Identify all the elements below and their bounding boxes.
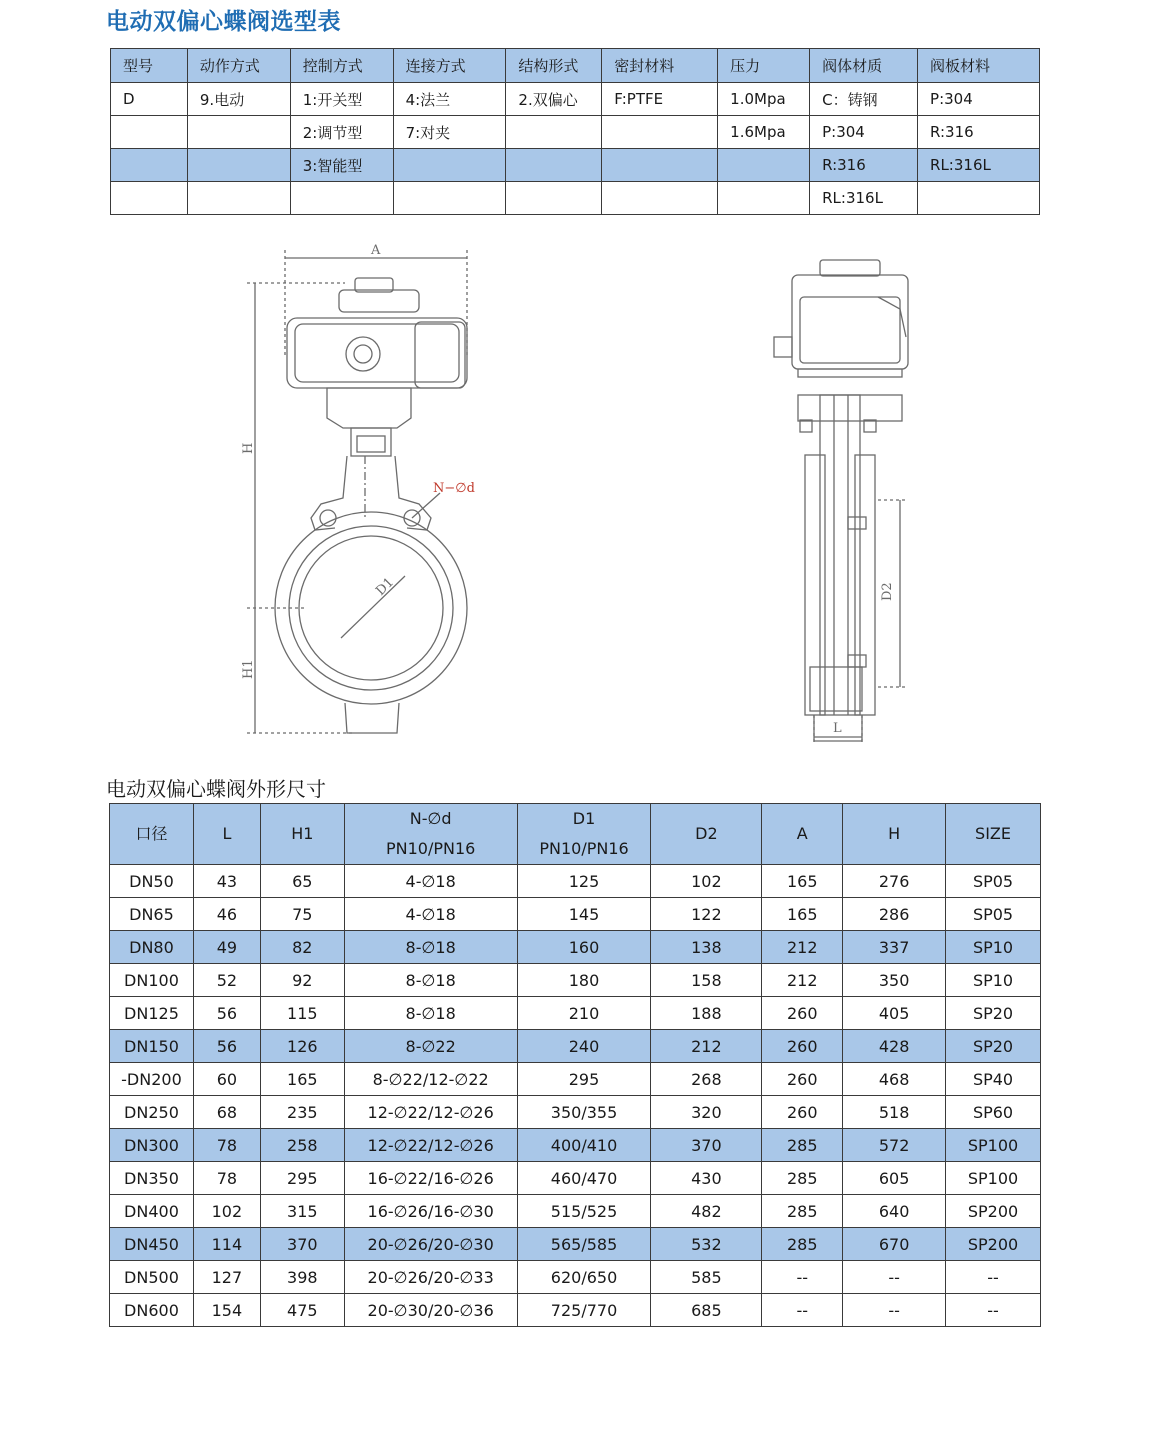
- header-line1: A: [796, 824, 808, 843]
- selection-cell: 1:开关型: [290, 83, 393, 116]
- dimension-table-title: 电动双偏心蝶阀外形尺寸: [106, 777, 326, 801]
- dimension-cell: 725/770: [517, 1294, 651, 1327]
- dimension-cell: 138: [651, 931, 762, 964]
- dimension-header-cell: [517, 804, 651, 865]
- selection-header-cell: 控制方式: [290, 49, 393, 83]
- selection-cell: [111, 116, 188, 149]
- dimension-cell: DN150: [110, 1030, 194, 1063]
- selection-header-cell: 连接方式: [393, 49, 506, 83]
- selection-cell: D: [111, 83, 188, 116]
- dimension-cell: 4-∅18: [344, 865, 517, 898]
- dimension-cell: --: [946, 1261, 1041, 1294]
- dimension-cell: 20-∅26/20-∅30: [344, 1228, 517, 1261]
- selection-cell: [111, 182, 188, 215]
- dimension-cell: DN300: [110, 1129, 194, 1162]
- selection-cell: [506, 116, 602, 149]
- header-line1: H1: [291, 824, 314, 843]
- dimension-cell: DN250: [110, 1096, 194, 1129]
- dimension-cell: 125: [517, 865, 651, 898]
- dimension-table-row: [110, 1195, 1041, 1228]
- header-line1: H: [888, 824, 901, 843]
- dimension-cell: DN125: [110, 997, 194, 1030]
- dimension-table-row: [110, 997, 1041, 1030]
- dimension-cell: 285: [762, 1195, 843, 1228]
- selection-cell: [506, 182, 602, 215]
- dimension-table-row: [110, 1129, 1041, 1162]
- selection-cell: [111, 149, 188, 182]
- dimension-cell: 468: [843, 1063, 946, 1096]
- selection-cell: [187, 116, 290, 149]
- dimension-cell: 286: [843, 898, 946, 931]
- selection-cell: [187, 182, 290, 215]
- dimension-cell: 158: [651, 964, 762, 997]
- dimension-cell: 428: [843, 1030, 946, 1063]
- dimension-cell: 145: [517, 898, 651, 931]
- selection-table-row: [111, 149, 1040, 182]
- dimension-table-row: [110, 1096, 1041, 1129]
- dimension-cell: 8-∅18: [344, 931, 517, 964]
- dimension-cell: 605: [843, 1162, 946, 1195]
- dimension-cell: 126: [260, 1030, 344, 1063]
- dimension-table-row: [110, 1294, 1041, 1327]
- selection-cell: RL:316L: [810, 182, 918, 215]
- dimension-cell: DN450: [110, 1228, 194, 1261]
- dimension-cell: SP10: [946, 931, 1041, 964]
- dimension-cell: 212: [762, 964, 843, 997]
- dimension-cell: 12-∅22/12-∅26: [344, 1129, 517, 1162]
- header-line1: N-∅d: [409, 809, 452, 828]
- dimension-cell: 92: [260, 964, 344, 997]
- dimension-cell: 180: [517, 964, 651, 997]
- dimension-cell: --: [762, 1294, 843, 1327]
- selection-header-cell: 动作方式: [187, 49, 290, 83]
- dimension-header-cell: [946, 804, 1041, 865]
- dimension-cell: 260: [762, 997, 843, 1030]
- dimension-cell: 8-∅18: [344, 964, 517, 997]
- dimension-cell: 82: [260, 931, 344, 964]
- dimension-cell: 532: [651, 1228, 762, 1261]
- dimension-cell: --: [843, 1261, 946, 1294]
- dimension-cell: 350/355: [517, 1096, 651, 1129]
- dimension-table-row: [110, 1063, 1041, 1096]
- dimension-cell: DN80: [110, 931, 194, 964]
- selection-cell: [718, 182, 810, 215]
- selection-cell: R:316: [810, 149, 918, 182]
- label-N-d: N−∅d: [433, 481, 475, 496]
- dimension-cell: 8-∅22: [344, 1030, 517, 1063]
- dimension-table: [109, 803, 1041, 1327]
- selection-cell: 4:法兰: [393, 83, 506, 116]
- dimension-cell: DN400: [110, 1195, 194, 1228]
- label-H: H: [241, 442, 256, 454]
- selection-cell: [918, 182, 1040, 215]
- dimension-cell: 122: [651, 898, 762, 931]
- dimension-table-row: [110, 1228, 1041, 1261]
- dimension-cell: 430: [651, 1162, 762, 1195]
- selection-table-row: [111, 116, 1040, 149]
- dimension-cell: 258: [260, 1129, 344, 1162]
- selection-cell: 3:智能型: [290, 149, 393, 182]
- selection-table-row: [111, 83, 1040, 116]
- selection-header-cell: 型号: [111, 49, 188, 83]
- selection-header-row: [111, 49, 1040, 83]
- selection-cell: [602, 182, 718, 215]
- label-L: L: [833, 721, 842, 736]
- dimension-table-row: [110, 1261, 1041, 1294]
- dimension-cell: 482: [651, 1195, 762, 1228]
- dimension-cell: 188: [651, 997, 762, 1030]
- dimension-cell: 212: [651, 1030, 762, 1063]
- dimension-cell: SP40: [946, 1063, 1041, 1096]
- selection-cell: [602, 149, 718, 182]
- dimension-cell: 285: [762, 1162, 843, 1195]
- dimension-cell: 370: [651, 1129, 762, 1162]
- dimension-cell: DN100: [110, 964, 194, 997]
- dimension-table-row: [110, 865, 1041, 898]
- selection-cell: [718, 149, 810, 182]
- dimension-cell: 52: [193, 964, 260, 997]
- dimension-table-row: [110, 931, 1041, 964]
- dimension-cell: 400/410: [517, 1129, 651, 1162]
- dimension-cell: 165: [762, 865, 843, 898]
- dimension-cell: SP05: [946, 865, 1041, 898]
- dimension-cell: SP10: [946, 964, 1041, 997]
- selection-header-cell: 密封材料: [602, 49, 718, 83]
- dimension-cell: 285: [762, 1129, 843, 1162]
- dimension-cell: 337: [843, 931, 946, 964]
- dimension-cell: 315: [260, 1195, 344, 1228]
- dimension-cell: 56: [193, 997, 260, 1030]
- header-line2: PN10/PN16: [385, 839, 476, 858]
- dimension-cell: 8-∅22/12-∅22: [344, 1063, 517, 1096]
- valve-side-view-drawing: [770, 255, 915, 745]
- dimension-cell: 565/585: [517, 1228, 651, 1261]
- dimension-header-cell: [762, 804, 843, 865]
- dimension-cell: 75: [260, 898, 344, 931]
- selection-cell: C：铸钢: [810, 83, 918, 116]
- dimension-cell: SP20: [946, 1030, 1041, 1063]
- dimension-cell: SP100: [946, 1129, 1041, 1162]
- dimension-cell: 405: [843, 997, 946, 1030]
- label-D1: D1: [373, 574, 398, 599]
- dimension-cell: 65: [260, 865, 344, 898]
- dimension-cell: SP200: [946, 1228, 1041, 1261]
- selection-cell: P:304: [810, 116, 918, 149]
- selection-cell: [393, 149, 506, 182]
- dimension-cell: SP05: [946, 898, 1041, 931]
- dimension-cell: 572: [843, 1129, 946, 1162]
- selection-table-row: [111, 182, 1040, 215]
- dimension-cell: 212: [762, 931, 843, 964]
- dimension-cell: 398: [260, 1261, 344, 1294]
- dimension-cell: 127: [193, 1261, 260, 1294]
- dimension-cell: 165: [762, 898, 843, 931]
- dimension-cell: 78: [193, 1162, 260, 1195]
- selection-cell: [393, 182, 506, 215]
- dimension-header-cell: [110, 804, 194, 865]
- dimension-cell: 268: [651, 1063, 762, 1096]
- dimension-header-cell: [651, 804, 762, 865]
- dimension-cell: 102: [651, 865, 762, 898]
- dimension-cell: 640: [843, 1195, 946, 1228]
- dimension-cell: 56: [193, 1030, 260, 1063]
- header-line1: 口径: [135, 824, 168, 843]
- dimension-cell: 585: [651, 1261, 762, 1294]
- dimension-cell: 115: [260, 997, 344, 1030]
- dimension-cell: --: [762, 1261, 843, 1294]
- dimension-cell: DN500: [110, 1261, 194, 1294]
- dimension-cell: 20-∅30/20-∅36: [344, 1294, 517, 1327]
- selection-header-cell: 压力: [718, 49, 810, 83]
- dimension-cell: --: [843, 1294, 946, 1327]
- selection-header-cell: 阀板材料: [918, 49, 1040, 83]
- label-H1: H1: [241, 659, 256, 679]
- header-line1: D2: [695, 824, 718, 843]
- dimension-cell: 60: [193, 1063, 260, 1096]
- selection-cell: 2:调节型: [290, 116, 393, 149]
- dimension-header-cell: [260, 804, 344, 865]
- selection-header-cell: 结构形式: [506, 49, 602, 83]
- dimension-table-body: [110, 865, 1041, 1327]
- dimension-cell: 235: [260, 1096, 344, 1129]
- dimension-header-cell: [344, 804, 517, 865]
- dimension-cell: 46: [193, 898, 260, 931]
- dimension-cell: 685: [651, 1294, 762, 1327]
- dimension-cell: 43: [193, 865, 260, 898]
- dimension-cell: 670: [843, 1228, 946, 1261]
- dimension-cell: 49: [193, 931, 260, 964]
- selection-cell: [602, 116, 718, 149]
- dimension-cell: 240: [517, 1030, 651, 1063]
- label-A: A: [371, 243, 381, 258]
- dimension-cell: SP20: [946, 997, 1041, 1030]
- dimension-cell: 620/650: [517, 1261, 651, 1294]
- header-line1: SIZE: [975, 824, 1011, 843]
- dimension-cell: 295: [260, 1162, 344, 1195]
- dimension-cell: 154: [193, 1294, 260, 1327]
- dimension-cell: 350: [843, 964, 946, 997]
- dimension-cell: DN600: [110, 1294, 194, 1327]
- dimension-cell: 320: [651, 1096, 762, 1129]
- selection-cell: 7:对夹: [393, 116, 506, 149]
- dimension-cell: 260: [762, 1096, 843, 1129]
- dimension-cell: DN65: [110, 898, 194, 931]
- selection-cell: [187, 149, 290, 182]
- dimension-header-cell: [193, 804, 260, 865]
- selection-table: [110, 48, 1040, 215]
- dimension-table-row: [110, 898, 1041, 931]
- dimension-cell: 370: [260, 1228, 344, 1261]
- selection-cell: 9.电动: [187, 83, 290, 116]
- dimension-table-row: [110, 1162, 1041, 1195]
- selection-table-body: [111, 83, 1040, 215]
- dimension-cell: 78: [193, 1129, 260, 1162]
- dimension-cell: 518: [843, 1096, 946, 1129]
- dimension-cell: 4-∅18: [344, 898, 517, 931]
- dimension-cell: 12-∅22/12-∅26: [344, 1096, 517, 1129]
- dimension-table-row: [110, 964, 1041, 997]
- dimension-table-row: [110, 1030, 1041, 1063]
- dimension-cell: SP200: [946, 1195, 1041, 1228]
- dimension-cell: -DN200: [110, 1063, 194, 1096]
- dimension-cell: --: [946, 1294, 1041, 1327]
- selection-cell: 1.6Mpa: [718, 116, 810, 149]
- selection-cell: 2.双偏心: [506, 83, 602, 116]
- header-line1: L: [222, 824, 232, 843]
- selection-cell: F:PTFE: [602, 83, 718, 116]
- dimension-cell: 114: [193, 1228, 260, 1261]
- dimension-cell: 160: [517, 931, 651, 964]
- dimension-cell: 460/470: [517, 1162, 651, 1195]
- label-D2: D2: [880, 582, 895, 601]
- dimension-cell: 260: [762, 1063, 843, 1096]
- dimension-cell: 20-∅26/20-∅33: [344, 1261, 517, 1294]
- dimension-cell: 16-∅22/16-∅26: [344, 1162, 517, 1195]
- dimension-cell: 8-∅18: [344, 997, 517, 1030]
- dimension-cell: 260: [762, 1030, 843, 1063]
- dimension-cell: SP100: [946, 1162, 1041, 1195]
- selection-header-cell: 阀体材质: [810, 49, 918, 83]
- dimension-header-cell: [843, 804, 946, 865]
- dimension-cell: 68: [193, 1096, 260, 1129]
- dimension-cell: 515/525: [517, 1195, 651, 1228]
- header-line1: D1: [572, 809, 596, 828]
- dimension-cell: 102: [193, 1195, 260, 1228]
- selection-cell: [290, 182, 393, 215]
- dimension-cell: 16-∅26/16-∅30: [344, 1195, 517, 1228]
- header-line2: PN10/PN16: [539, 839, 629, 858]
- selection-cell: 1.0Mpa: [718, 83, 810, 116]
- dimension-cell: 475: [260, 1294, 344, 1327]
- dimension-cell: SP60: [946, 1096, 1041, 1129]
- valve-front-view-drawing: [235, 238, 495, 743]
- selection-cell: P:304: [918, 83, 1040, 116]
- dimension-cell: 165: [260, 1063, 344, 1096]
- dimension-cell: 295: [517, 1063, 651, 1096]
- dimension-header-row: [110, 804, 1041, 865]
- dimension-cell: 276: [843, 865, 946, 898]
- dimension-cell: 210: [517, 997, 651, 1030]
- selection-cell: R:316: [918, 116, 1040, 149]
- selection-cell: [506, 149, 602, 182]
- dimension-cell: DN350: [110, 1162, 194, 1195]
- dimension-cell: 285: [762, 1228, 843, 1261]
- selection-table-title: 电动双偏心蝶阀选型表: [106, 9, 341, 35]
- dimension-cell: DN50: [110, 865, 194, 898]
- selection-cell: RL:316L: [918, 149, 1040, 182]
